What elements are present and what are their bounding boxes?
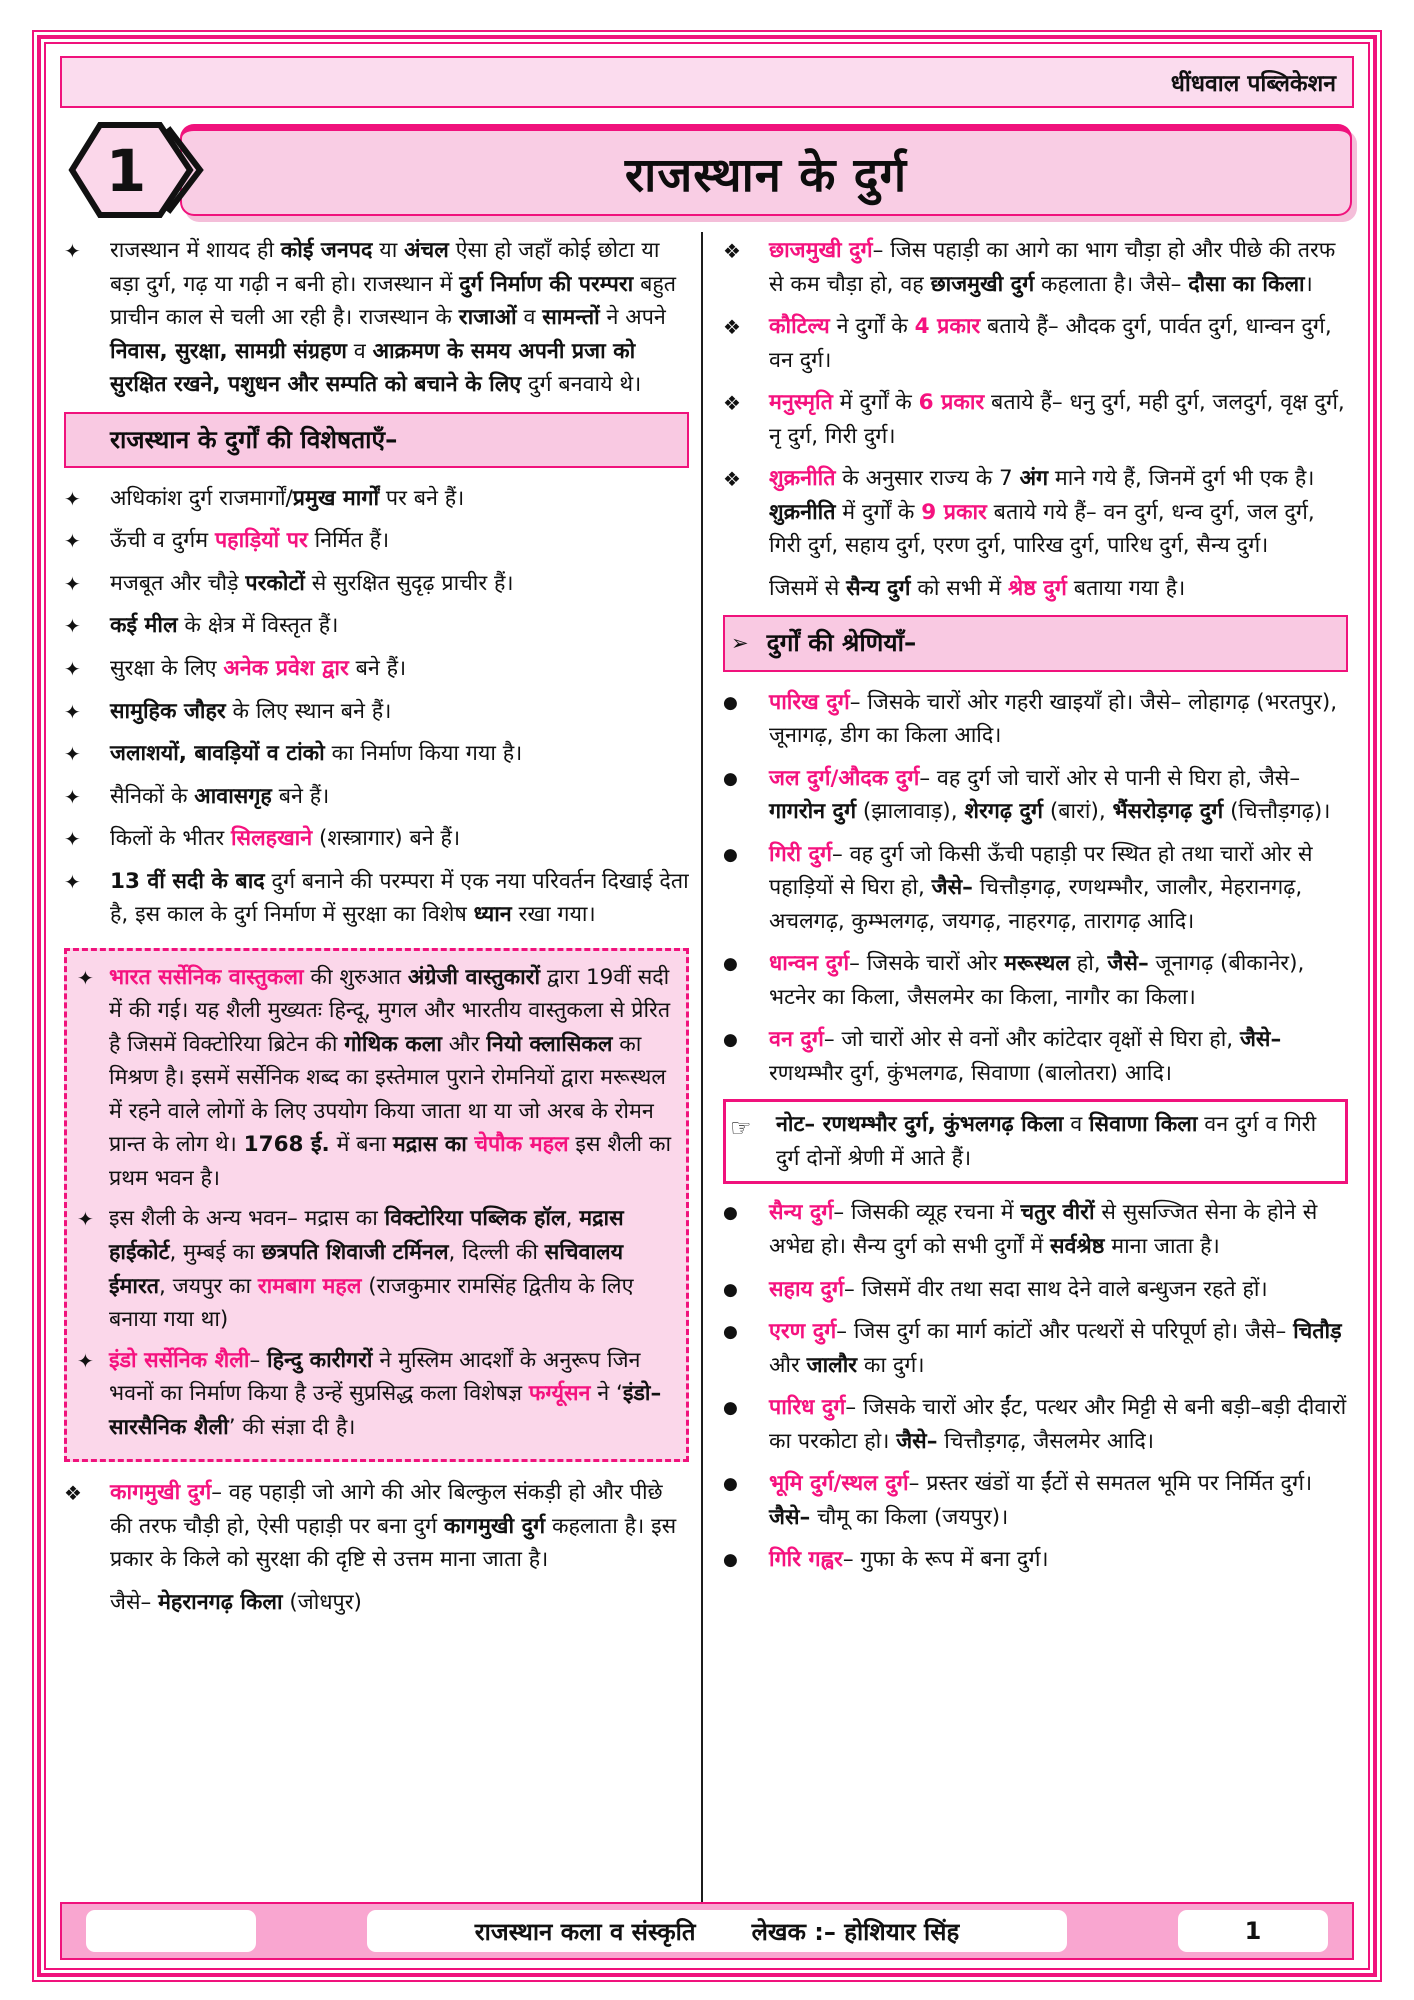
text-run: चितौड़ <box>1293 1319 1342 1345</box>
text-run: चित्तौड़गढ़, रणथम्भौर, जालौर, मेहरानगढ़, अचलगढ़, कुम्भलगढ़, जयगढ़, नाहरगढ़, तारागढ़ आदि। <box>769 875 1303 934</box>
text-run: माने गये हैं, जिनमें दुर्ग भी एक है। <box>1048 466 1315 492</box>
list-item <box>723 462 1348 563</box>
text-run: और <box>769 1352 807 1378</box>
text-run: वन दुर्ग <box>769 1027 824 1053</box>
star-bullet-icon: ✦ <box>64 827 81 852</box>
list-item <box>723 1023 1348 1090</box>
text-run: राजस्थान में शायद ही <box>110 238 281 263</box>
text-run: इंडो–सारसैनिक शैली <box>109 1381 662 1440</box>
list-item-text <box>109 1202 678 1336</box>
list-item-text <box>769 1543 1348 1577</box>
text-run: बहुत प्राचीन काल से चली आ रही है। राजस्थान के <box>110 271 677 331</box>
list-item-text <box>769 234 1348 301</box>
text-run: बताये गये हैं– वन दुर्ग, धन्व दुर्ग, जल दुर्ग, गिरी दुर्ग, सहाय दुर्ग, एरण दुर्ग, पारिख दुर्ग, पारिध दुर्ग, सैन्य दुर्ग। <box>769 499 1315 559</box>
text-run: । <box>1304 271 1313 297</box>
text-run: में दुर्गों के <box>835 499 922 525</box>
list-item <box>64 1476 689 1577</box>
text-run: – जिसकी व्यूह रचना में <box>833 1200 1021 1226</box>
right-column <box>709 232 1354 1902</box>
chapter-number: 1 <box>105 137 147 205</box>
list-item <box>723 1391 1348 1458</box>
text-run: राजाओं <box>458 305 517 331</box>
text-run: जैसे– <box>769 1504 811 1530</box>
list-item <box>64 609 689 643</box>
text-run: दुर्ग बनवाये थे। <box>521 372 642 398</box>
text-run: , दिल्ली की <box>448 1239 545 1265</box>
list-item-text <box>110 822 689 856</box>
categories-list-2 <box>723 1196 1348 1576</box>
text-run: व <box>346 338 373 364</box>
list-item-text <box>769 572 1348 606</box>
list-item <box>69 1344 678 1445</box>
diamond-bullet-icon: ❖ <box>723 315 741 340</box>
dot-bullet-icon: ● <box>723 1203 738 1224</box>
list-item <box>64 567 689 601</box>
list-item-text <box>769 1196 1348 1263</box>
text-run: (बारां), <box>1043 799 1113 825</box>
text-run: कई मील <box>110 613 178 639</box>
text-run: कहलाता है। जैसे– <box>1034 271 1189 297</box>
list-item-text <box>769 762 1348 829</box>
list-item <box>69 961 678 1196</box>
text-run: मजबूत और चौड़े <box>110 570 246 596</box>
text-run: – गुफा के रूप में बना दुर्ग। <box>842 1547 1049 1573</box>
text-run: ने दुर्गों के <box>829 314 915 340</box>
text-run: भैंसरोड़गढ़ दुर्ग <box>1112 799 1224 825</box>
dot-bullet-icon: ● <box>723 1030 738 1051</box>
text-run: ऐसा हो जहाँ कोई छोटा या बड़ा दुर्ग, गढ़ या गढ़ी न बनी हो। राजस्थान में <box>110 238 660 297</box>
list-item <box>723 386 1348 453</box>
text-run: चेपौक महल <box>474 1132 569 1158</box>
text-run: को सभी में <box>910 575 1008 601</box>
dot-bullet-icon: ● <box>723 1474 738 1495</box>
text-run: – जिसके चारों ओर ईंट, पत्थर और मिट्टी से बनी बड़ी–बड़ी दीवारों का परकोटा हो। <box>769 1395 1347 1454</box>
text-run: फर्ग्यूसन <box>528 1381 591 1407</box>
text-run: (राजकुमार रामसिंह द्वितीय के लिए बनाया गया था) <box>109 1273 634 1333</box>
list-item <box>723 1315 1348 1382</box>
text-run: सैन्य दुर्ग <box>769 1200 834 1226</box>
star-bullet-icon: ✦ <box>64 486 81 511</box>
list-item-text <box>769 838 1348 939</box>
list-item-text <box>110 234 689 402</box>
text-run: अधिकांश दुर्ग राजमार्गों/ <box>110 485 293 511</box>
footer-book-title: राजस्थान कला व संस्कृति <box>474 1917 696 1946</box>
text-run: या <box>372 238 405 263</box>
star-bullet-icon: ✦ <box>77 965 94 990</box>
text-run: वन दुर्ग व गिरी दुर्ग दोनों श्रेणी में आते हैं। <box>776 1112 1317 1171</box>
kagmukhi-section <box>64 1476 689 1619</box>
footer-bar <box>60 1902 1354 1960</box>
text-run: रणथम्भौर दुर्ग, कुंभलगढ, सिवाणा (बालोतरा) आदि। <box>769 1060 1173 1086</box>
diamond-bullet-icon: ❖ <box>64 1481 82 1506</box>
text-run: में बना <box>329 1132 393 1158</box>
note-box <box>723 1099 1348 1184</box>
list-item-text <box>769 1467 1348 1534</box>
text-run: और <box>441 1031 487 1057</box>
text-run: – जिसमें वीर तथा सदा साथ देने वाले बन्धुजन रहते हों। <box>844 1276 1268 1302</box>
text-run: ने ‘ <box>590 1381 623 1407</box>
features-header-box <box>64 412 689 468</box>
star-bullet-icon: ✦ <box>64 239 81 263</box>
list-item-text <box>769 686 1348 753</box>
list-item <box>64 865 689 932</box>
list-item-text <box>110 652 689 686</box>
text-run: व <box>516 305 543 331</box>
arrow-bullet-icon: ➢ <box>731 631 749 656</box>
list-item <box>723 1273 1348 1307</box>
left-intro-list <box>64 234 689 402</box>
dot-bullet-icon: ● <box>723 1398 738 1419</box>
text-run: रखा गया। <box>511 902 596 928</box>
text-run: दुर्ग बनाने की परम्परा में एक नया परिवर्तन दिखाई देता है, इस काल के दुर्ग निर्माण में सुरक्षा का विशेष <box>110 868 689 928</box>
text-run: सिवाणा किला <box>1088 1112 1198 1138</box>
text-run: – जिस दुर्ग का मार्ग कांटों और पत्थरों से परिपूर्ण हो। जैसे– <box>836 1319 1294 1345</box>
list-item-text <box>769 386 1348 453</box>
text-run: की शुरुआत <box>303 964 408 990</box>
text-run: दौसा का किला <box>1188 271 1305 297</box>
text-run: पारिध दुर्ग <box>769 1395 846 1421</box>
saracenic-style-box <box>64 948 689 1462</box>
text-run: अंग्रेजी वास्तुकारों <box>407 964 541 990</box>
text-run: के लिए स्थान बने हैं। <box>225 698 392 724</box>
text-run: के क्षेत्र में विस्तृत हैं। <box>177 613 339 639</box>
text-run: 13 वीं सदी के बाद <box>110 868 265 894</box>
text-run: किलों के भीतर <box>110 826 231 852</box>
text-run: ने मुस्लिम आदर्शों के अनुरूप जिन भवनों का निर्माण किया है उन्हें सुप्रसिद्ध कला विशेषज्ञ <box>109 1347 641 1407</box>
list-item-text <box>110 695 689 729</box>
text-run: बने हैं। <box>348 656 407 681</box>
dot-bullet-icon: ● <box>723 844 738 865</box>
star-bullet-icon: ✦ <box>64 784 81 809</box>
star-bullet-icon: ✦ <box>64 699 81 724</box>
chapter-title-banner <box>180 124 1352 216</box>
text-run: – वह पहाड़ी जो आगे की ओर बिल्कुल संकड़ी हो और पीछे की तरफ चौड़ी हो, ऐसी पहाड़ी पर बना दुर्ग <box>110 1480 663 1539</box>
left-column <box>60 232 695 1902</box>
text-run: के अनुसार राज्य के 7 <box>835 466 1020 492</box>
text-run: बताये हैं– धनु दुर्ग, मही दुर्ग, जलदुर्ग, वृक्ष दुर्ग, नृ दुर्ग, गिरी दुर्ग। <box>769 390 1345 449</box>
star-bullet-icon: ✦ <box>64 742 81 767</box>
text-run: जिसमें से <box>769 575 847 601</box>
text-run: जैसे– <box>1239 1027 1282 1053</box>
text-run: जैसे– <box>896 1428 938 1454</box>
text-run: प्रमुख मार्गों <box>292 485 380 511</box>
text-run: सर्वश्रेष्ठ <box>1050 1233 1105 1259</box>
list-item <box>723 1543 1348 1577</box>
list-item-text <box>776 1108 1337 1175</box>
list-item-text <box>769 1023 1348 1090</box>
list-item <box>723 947 1348 1014</box>
list-item <box>723 572 1348 606</box>
text-run: भूमि दुर्ग/स्थल दुर्ग <box>769 1471 909 1497</box>
text-run: हिन्दु कारीगरों <box>267 1347 373 1373</box>
text-run: गिरी दुर्ग <box>769 841 833 867</box>
text-run: द्वारा 19वीं सदी में की गई। यह शैली मुख्यतः हिन्दू, मुगल और भारतीय वास्तुकला से प्रेरित है जिसमें विक्टोरिया ब्रिटेन की <box>109 964 671 1057</box>
text-run: सुरक्षा के लिए <box>110 656 224 681</box>
text-run: इंडो सर्सेनिक शैली <box>109 1347 250 1373</box>
content-columns <box>60 232 1354 1902</box>
list-item-text <box>110 737 689 771</box>
text-run: सामन्तों <box>542 305 600 331</box>
star-bullet-icon: ✦ <box>64 657 81 681</box>
text-run: मेहरानगढ़ किला <box>158 1589 283 1615</box>
text-run: सिलहखाने <box>230 826 313 852</box>
diamond-bullet-icon: ❖ <box>723 467 741 492</box>
text-run: बने हैं। <box>271 783 330 809</box>
text-run: छाजमुखी दुर्ग <box>769 238 873 263</box>
text-run: आवासगृह <box>194 783 272 809</box>
footer-author: लेखक :– होशियार सिंह <box>751 1917 960 1946</box>
text-run: हो, <box>1069 951 1108 977</box>
text-run: (शस्त्रागार) बने हैं। <box>312 826 461 852</box>
text-run: जैसे– <box>1107 951 1149 977</box>
text-run: सैनिकों के <box>110 783 195 809</box>
text-run: अंग <box>1019 466 1049 492</box>
list-item <box>64 1586 689 1620</box>
text-run: गागरोन दुर्ग <box>769 799 857 825</box>
list-item <box>64 524 689 558</box>
star-bullet-icon: ✦ <box>64 529 81 554</box>
text-run: पारिख दुर्ग <box>769 689 850 715</box>
dot-bullet-icon: ● <box>723 768 738 789</box>
text-run: का मिश्रण है। इसमें सर्सेनिक शब्द का इस्तेमाल पुराने रोमनियों द्वारा मरूस्थल में रहने वाले लोगों के लिए उपयोग किया जाता था या जो अरब के रोमन प्रान्त के लोग थे। <box>109 1031 666 1158</box>
text-run: जलाशयों, बावड़ियों व टांको <box>110 741 325 767</box>
list-item <box>64 652 689 686</box>
list-item-text <box>110 1476 689 1577</box>
title-row <box>62 122 1352 218</box>
list-item <box>69 1202 678 1336</box>
text-run: छत्रपति शिवाजी टर्मिनल <box>261 1239 449 1265</box>
diamond-bullet-icon: ❖ <box>723 239 741 263</box>
list-item <box>64 780 689 814</box>
text-run: सचिवालय ईमारत <box>109 1239 624 1299</box>
text-run: पर बने हैं। <box>379 485 465 511</box>
text-run: गोथिक कला <box>344 1031 442 1057</box>
text-run: से सुसज्जित सेना के होने से अभेद्य हो। सैन्य दुर्ग को सभी दुर्गों में <box>769 1200 1318 1259</box>
text-run: 1768 ई. <box>243 1132 330 1158</box>
text-run: सामुहिक जौहर <box>110 698 226 724</box>
text-run: गिरि गह्वर <box>769 1547 843 1573</box>
text-run: चौमू का किला (जयपुर)। <box>810 1504 1009 1530</box>
list-item <box>64 482 689 516</box>
middle-frame <box>37 35 1377 1977</box>
text-run: (चित्तौड़गढ़)। <box>1223 799 1331 825</box>
text-run: कागमुखी दुर्ग <box>110 1480 212 1506</box>
star-bullet-icon: ✦ <box>64 614 81 639</box>
chapter-hexagon-icon <box>64 118 214 222</box>
fort-types-list <box>723 234 1348 605</box>
list-item-text <box>769 462 1348 563</box>
text-run: ने अपने <box>599 305 666 331</box>
footer-page-number: 1 <box>1178 1910 1328 1952</box>
footer-center-box <box>367 1910 1067 1952</box>
diamond-bullet-icon: ❖ <box>723 391 741 416</box>
text-run: कौटिल्य <box>769 314 830 340</box>
text-run: , मुम्बई का <box>169 1239 262 1265</box>
text-run: का निर्माण किया गया है। <box>324 741 523 767</box>
list-item-text <box>110 482 689 516</box>
list-item-text <box>110 1586 689 1620</box>
text-run: आक्रमण के समय अपनी प्रजा को सुरक्षित रखने, पशुधन और सम्पति को बचाने के लिए <box>110 338 636 398</box>
dot-bullet-icon: ● <box>723 954 738 975</box>
text-run: बताये हैं– औदक दुर्ग, पार्वत दुर्ग, धान्वन दुर्ग, वन दुर्ग। <box>769 314 1332 373</box>
text-run: इस शैली के अन्य भवन– मद्रास का <box>109 1206 385 1232</box>
text-run: छाजमुखी दुर्ग <box>930 271 1035 297</box>
text-run: अनेक प्रवेश द्वार <box>223 656 349 681</box>
list-item-text <box>110 780 689 814</box>
text-run: एरण दुर्ग <box>769 1319 837 1345</box>
text-run: नोट– रणथम्भौर दुर्ग, कुंभलगढ़ किला <box>776 1112 1064 1138</box>
publisher-name: धींधवाल पब्लिकेशन <box>1170 71 1336 97</box>
list-item <box>723 234 1348 301</box>
list-item-text <box>769 947 1348 1014</box>
list-item <box>723 310 1348 377</box>
text-run: जैसे– <box>110 1589 159 1615</box>
list-item-text <box>110 567 689 601</box>
text-run: कागमुखी दुर्ग <box>443 1513 546 1539</box>
list-item-text <box>769 1273 1348 1307</box>
star-bullet-icon: ✦ <box>77 1207 94 1232</box>
text-run: जूनागढ़ (बीकानेर), भटनेर का किला, जैसलमेर का किला, नागौर का किला। <box>769 951 1305 1010</box>
dot-bullet-icon: ● <box>723 1550 738 1571</box>
text-run: – वह दुर्ग जो किसी ऊँची पहाड़ी पर स्थित हो तथा चारों ओर से पहाड़ियों से घिरा हो, <box>769 841 1313 901</box>
text-run: – जिसके चारों ओर <box>849 951 1005 977</box>
text-run: कहलाता है। इस प्रकार के किले को सुरक्षा की दृष्टि से उत्तम माना जाता है। <box>110 1513 677 1573</box>
list-item-text <box>110 865 689 932</box>
list-item <box>64 695 689 729</box>
text-run: (झालावाड़), <box>856 799 965 825</box>
list-item-text <box>110 524 689 558</box>
text-run: मनुस्मृति <box>769 390 833 416</box>
list-item <box>64 234 689 402</box>
footer-left-box <box>86 1910 256 1952</box>
text-run: बताया गया है। <box>1066 575 1186 601</box>
list-item <box>723 1196 1348 1263</box>
categories-list-1 <box>723 686 1348 1091</box>
list-item <box>723 838 1348 939</box>
text-run: चित्तौड़गढ़, जैसलमेर आदि। <box>937 1428 1154 1454</box>
text-run: ’ की संज्ञा दी है। <box>228 1414 356 1440</box>
text-run: विक्टोरिया पब्लिक हॉल <box>384 1206 566 1232</box>
text-run: माना जाता है। <box>1104 1233 1220 1259</box>
text-run: रामबाग महल <box>257 1273 362 1299</box>
list-item <box>723 1467 1348 1534</box>
text-run: निवास, सुरक्षा, सामग्री संग्रहण <box>110 338 347 364</box>
text-run: 6 प्रकार <box>918 390 985 416</box>
text-run: सहाय दुर्ग <box>769 1276 844 1302</box>
text-run: परकोटों <box>245 570 305 596</box>
list-item-text <box>109 1344 678 1445</box>
column-divider <box>701 232 703 1902</box>
dot-bullet-icon: ● <box>723 692 738 713</box>
dot-bullet-icon: ● <box>723 1322 738 1343</box>
features-list <box>64 482 689 932</box>
text-run: चतुर वीरों <box>1020 1200 1095 1226</box>
star-bullet-icon: ✦ <box>64 571 81 596</box>
text-run: ऊँची व दुर्गम <box>110 528 215 554</box>
text-run: 4 प्रकार <box>914 314 981 340</box>
list-item-text <box>109 961 678 1196</box>
text-run: दुर्ग निर्माण की परम्परा <box>459 271 634 297</box>
text-run: , जयपुर का <box>159 1273 258 1299</box>
categories-header-text: दुर्गों की श्रेणियाँ– <box>766 628 917 658</box>
text-run: – <box>249 1347 268 1373</box>
text-run: – जिसके चारों ओर गहरी खाइयाँ हो। जैसे– लोहागढ़ (भरतपुर), जूनागढ़, डीग का किला आदि। <box>769 689 1338 749</box>
text-run: मद्रास का <box>392 1132 475 1158</box>
text-run: – जिस पहाड़ी का आगे का भाग चौड़ा हो और पीछे की तरफ से कम चौड़ा हो, वह <box>769 238 1336 297</box>
text-run: शुक्रनीति <box>769 466 836 492</box>
text-run: से सुरक्षित सुदृढ़ प्राचीर हैं। <box>304 570 514 596</box>
text-run: , <box>565 1206 580 1232</box>
text-run: निर्मित हैं। <box>307 528 390 554</box>
text-run: अंचल <box>404 238 449 263</box>
text-run: नियो क्लासिकल <box>486 1031 613 1057</box>
text-run: शेरगढ़ दुर्ग <box>964 799 1044 825</box>
page-title: राजस्थान के दुर्ग <box>624 147 908 203</box>
text-run: मद्रास हाईकोर्ट <box>109 1206 624 1265</box>
text-run: जैसे– <box>931 875 973 901</box>
publisher-bar <box>60 56 1354 108</box>
text-run: सैन्य दुर्ग <box>846 575 911 601</box>
text-run: 9 प्रकार <box>921 499 987 525</box>
star-bullet-icon: ✦ <box>64 869 81 894</box>
list-item <box>64 737 689 771</box>
pointing-hand-icon: ☞ <box>730 1114 752 1143</box>
text-run: पहाड़ियों पर <box>214 528 308 554</box>
text-run: (जोधपुर) <box>282 1589 362 1615</box>
text-run: भारत सर्सेनिक वास्तुकला <box>109 964 304 990</box>
text-run: धान्वन दुर्ग <box>769 951 850 977</box>
list-item-text <box>769 1315 1348 1382</box>
categories-header-box <box>723 615 1348 671</box>
star-bullet-icon: ✦ <box>77 1348 94 1373</box>
text-run: इस शैली का प्रथम भवन है। <box>109 1132 672 1191</box>
text-run: श्रेष्ठ दुर्ग <box>1007 575 1067 601</box>
list-item <box>730 1108 1337 1175</box>
text-run: मरूस्थल <box>1004 951 1070 977</box>
hexagon-svg <box>64 118 214 222</box>
text-run: कोई जनपद <box>280 238 373 263</box>
text-run: जालौर <box>806 1352 858 1378</box>
list-item <box>723 762 1348 829</box>
list-item-text <box>769 1391 1348 1458</box>
list-item <box>64 822 689 856</box>
list-item-text <box>769 310 1348 377</box>
text-run: का दुर्ग। <box>857 1352 925 1378</box>
outer-frame <box>32 30 1382 1982</box>
text-run: शुक्रनीति <box>769 499 836 525</box>
text-run: जल दुर्ग/औदक दुर्ग <box>769 765 920 791</box>
text-run: – वह दुर्ग जो चारों ओर से पानी से घिरा हो, जैसे– <box>919 765 1301 791</box>
features-header-text: राजस्थान के दुर्गों की विशेषताएँ– <box>110 424 398 454</box>
text-run: में दुर्गों के <box>832 390 919 416</box>
list-item-text <box>110 609 689 643</box>
text-run: – जो चारों ओर से वनों और कांटेदार वृक्षों से घिरा हो, <box>823 1027 1240 1053</box>
dot-bullet-icon: ● <box>723 1279 738 1300</box>
text-run: ध्यान <box>473 902 512 928</box>
text-run: – प्रस्तर खंडों या ईंटों से समतल भूमि पर निर्मित दुर्ग। <box>908 1471 1313 1497</box>
text-run: व <box>1063 1112 1089 1138</box>
inner-frame <box>44 42 1370 1970</box>
list-item <box>723 686 1348 753</box>
